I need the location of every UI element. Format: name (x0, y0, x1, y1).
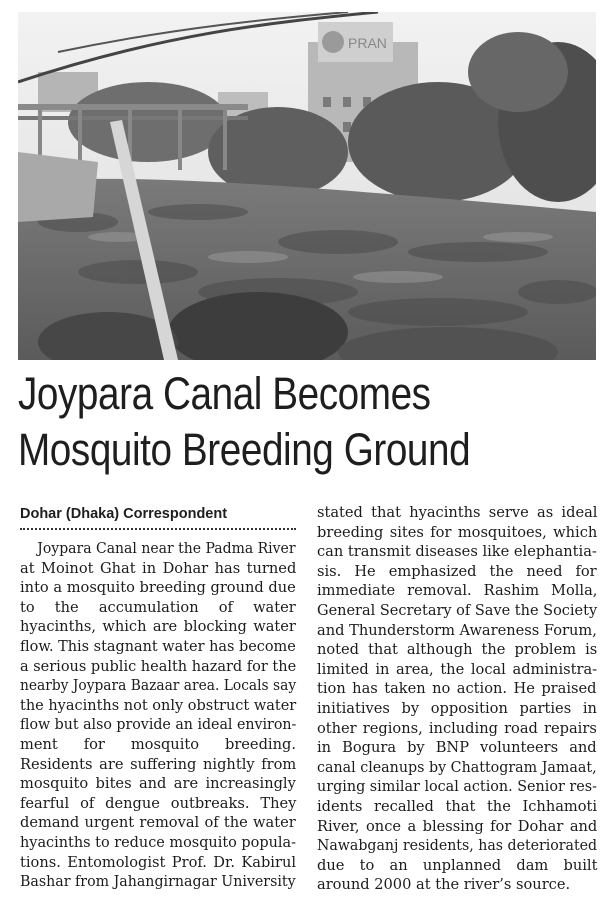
canal-hyacinth-photo (18, 12, 596, 360)
text-line: to the accumulation of water (20, 598, 296, 616)
text-line: General Secretary of Save the Society (317, 601, 598, 619)
article-column-1 (20, 539, 296, 892)
text-line: demand urgent removal of the water (20, 814, 296, 832)
text-line: Joypara Canal near the Padma River (37, 540, 296, 557)
headline-line-1: Joypara Canal Becomes (18, 368, 431, 419)
text-line: initiatives by opposition parties in (317, 699, 597, 717)
text-line: can transmit diseases like elephantia- (317, 543, 597, 561)
headline (18, 366, 525, 478)
text-line: tions. Entomologist Prof. Dr. Kabirul (20, 853, 297, 871)
text-line: stated that hyacinths serve as ideal (317, 504, 598, 521)
text-line: fearful of dengue outbreaks. They (20, 794, 297, 812)
text-line: in Bogura by BNP volunteers and (317, 739, 597, 757)
article-photo (18, 12, 596, 360)
text-line: hyacinths to reduce mosquito popula- (20, 833, 296, 851)
text-line: tion has taken no action. He praised (317, 680, 597, 698)
text-line: flow but also provide an ideal environ- (20, 716, 297, 734)
text-line: breeding sites for mosquitoes, which (317, 523, 598, 541)
text-line: River, once a blessing for Dohar and (317, 817, 598, 835)
text-line: other regions, including road repairs (317, 719, 597, 737)
text-line: hyacinths, which are blocking water (20, 618, 296, 636)
text-line: Bashar from Jahangirnagar University (20, 873, 296, 891)
text-line: sis. He emphasized the need for (317, 562, 597, 580)
text-line: around 2000 at the river’s source. (317, 876, 571, 894)
text-line: the hyacinths not only obstruct water (20, 696, 297, 714)
text-line: at Moinot Ghat in Dohar has turned (20, 559, 297, 577)
text-line: noted that although the problem is (317, 641, 598, 659)
text-line: flow. This stagnant water has become (20, 637, 296, 655)
text-line: due to an unplanned dam built (317, 856, 598, 874)
article-column-2 (317, 503, 597, 895)
text-line: a serious public health hazard for the (20, 657, 297, 675)
text-line: into a mosquito breeding ground due (20, 579, 296, 597)
byline-divider (20, 528, 296, 530)
text-line: canal cleanups by Chattogram Jamaat, (317, 758, 597, 776)
text-line: limited in area, the local administra- (317, 660, 598, 678)
text-line: immediate removal. Rashim Molla, (317, 582, 598, 600)
text-line: Nawabganj residents, has deteriorated (317, 837, 598, 855)
text-line: nearby Joypara Bazaar area. Locals say (20, 677, 297, 695)
text-line: Residents are suffering nightly from (20, 755, 297, 773)
building-sign: PRAN (348, 35, 387, 51)
text-line: ment for mosquito breeding. (20, 735, 296, 753)
text-line: idents recalled that the Ichhamoti (317, 797, 598, 815)
text-line: mosquito bites and are increasingly (20, 775, 296, 793)
headline-line-2: Mosquito Breeding Ground (18, 424, 471, 475)
text-line: urging similar local action. Senior res- (317, 778, 597, 796)
text-line: and Thunderstorm Awareness Forum, (317, 621, 597, 639)
byline: Dohar (Dhaka) Correspondent (20, 506, 228, 522)
